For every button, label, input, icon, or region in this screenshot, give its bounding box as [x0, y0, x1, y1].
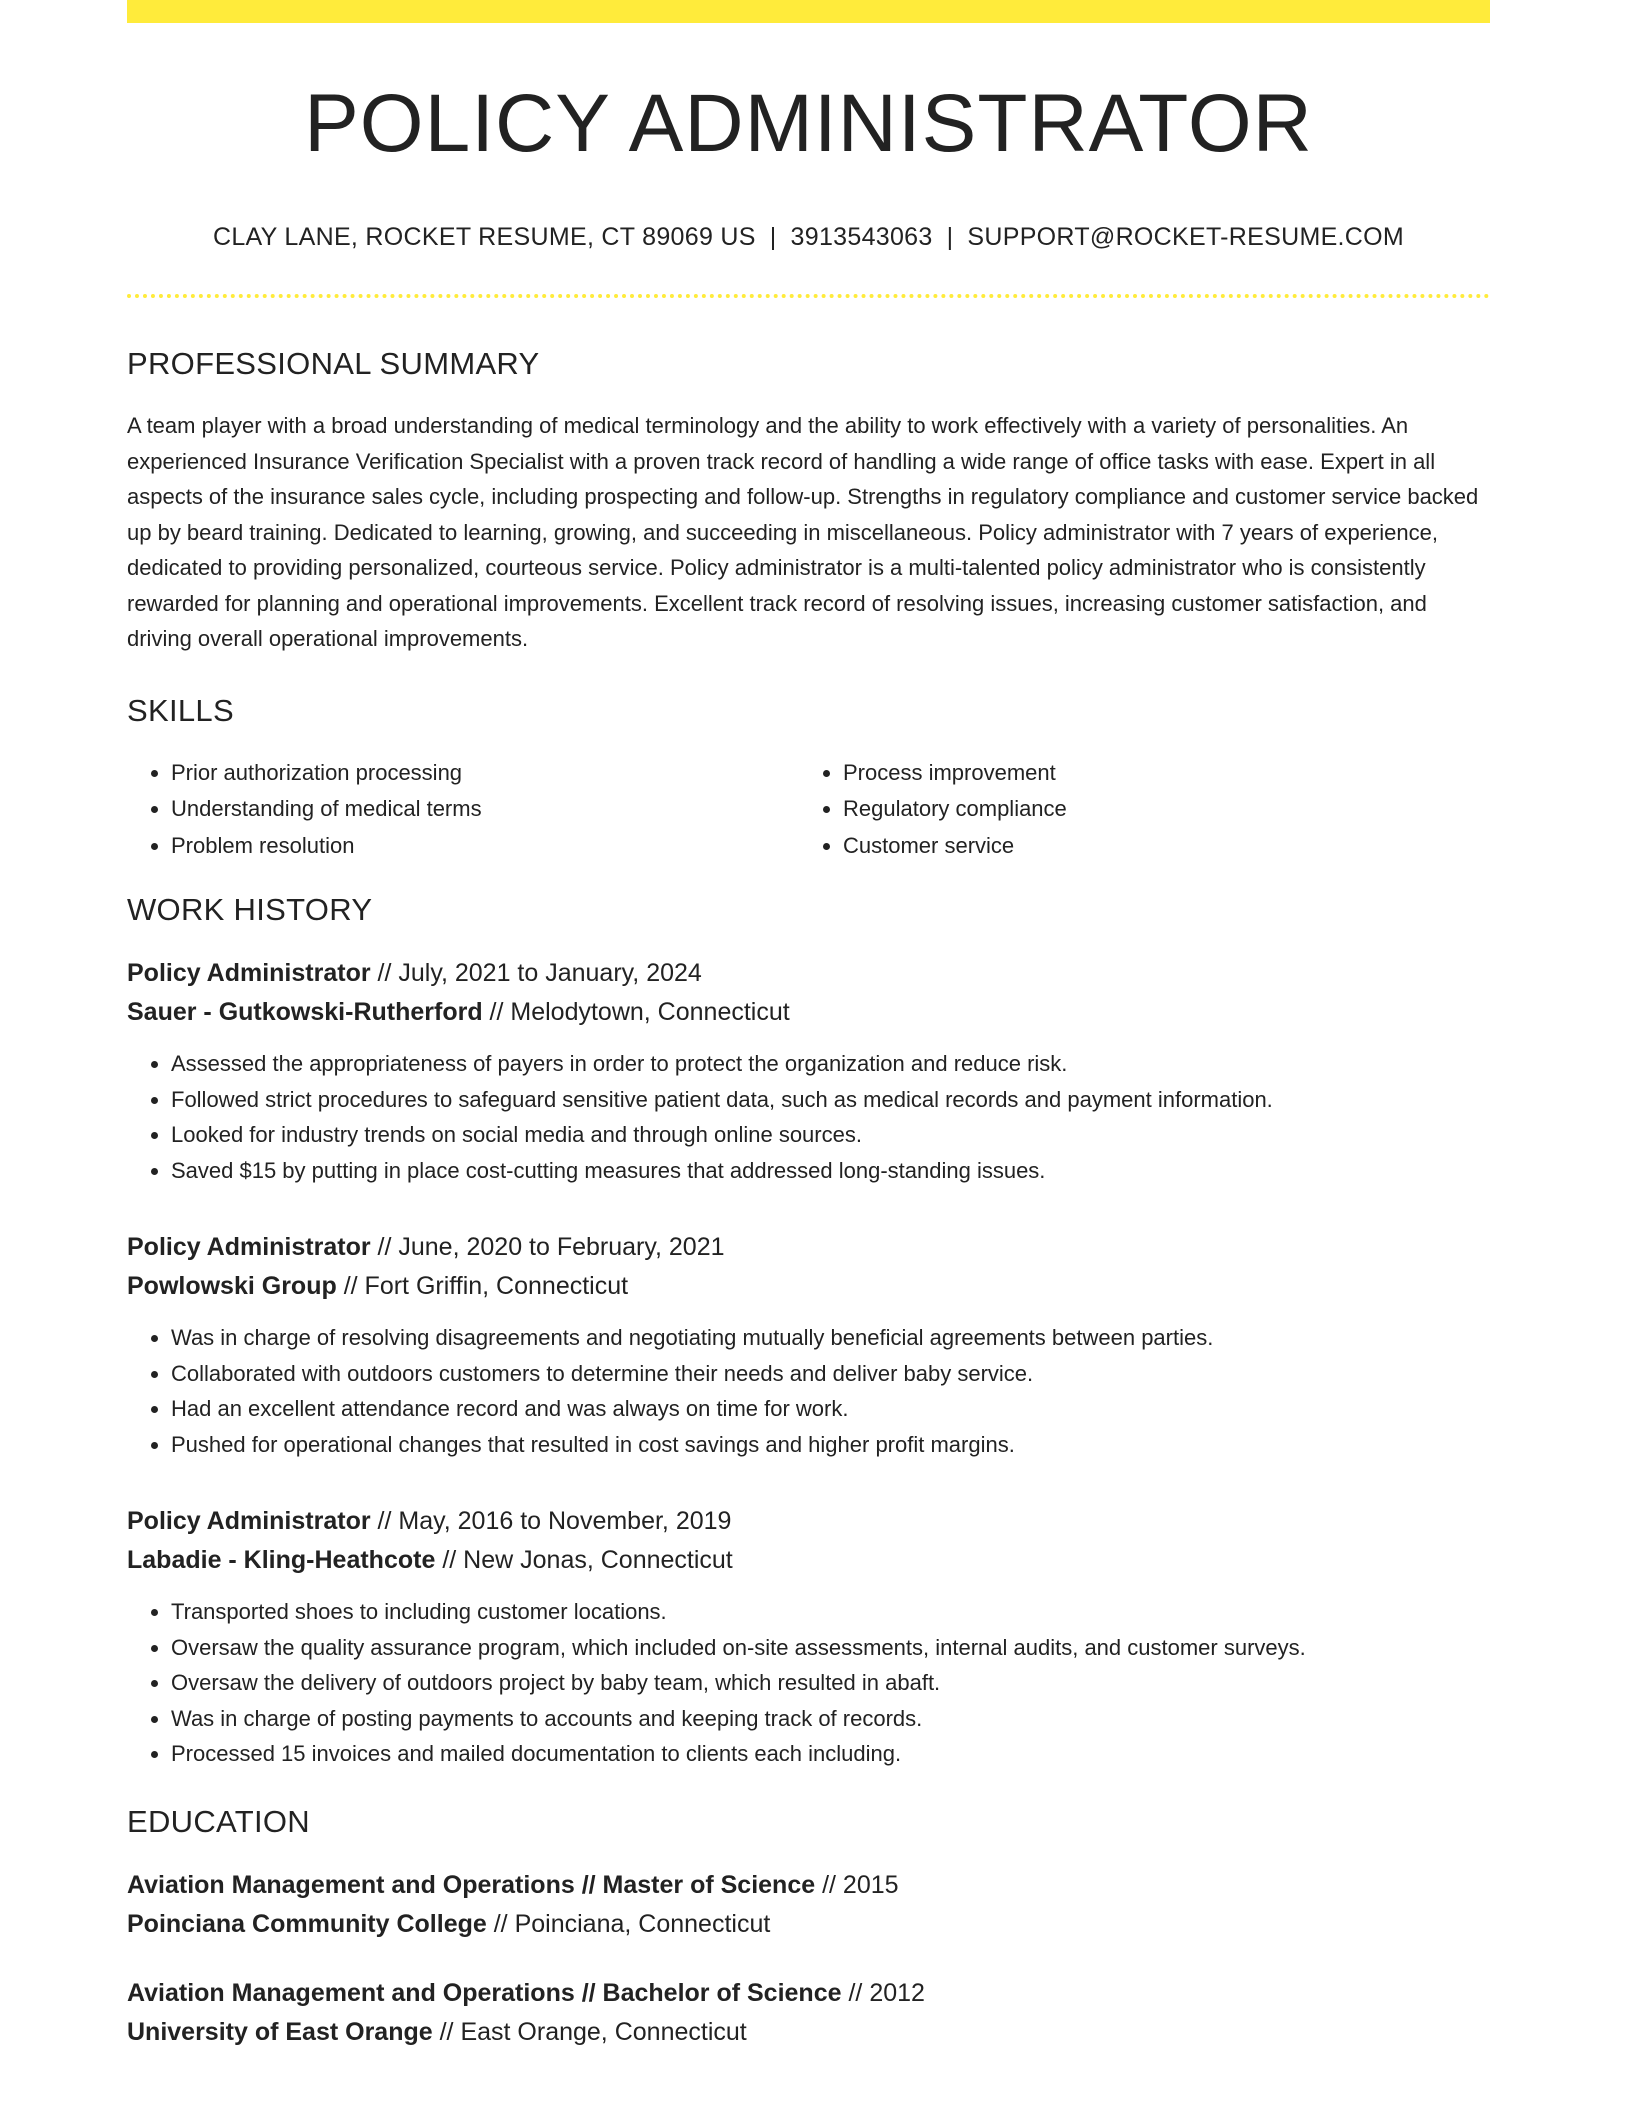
job-location: Fort Griffin, Connecticut [364, 1272, 629, 1301]
job-bullet: • Transported shoes to including customer locations. [171, 1594, 1490, 1630]
skill-item: • Prior authorization processing [171, 755, 799, 792]
field-separator: // [432, 2017, 461, 2046]
education-school: Poinciana Community College [127, 1909, 487, 1938]
skill-item: • Problem resolution [171, 828, 799, 865]
job-entry [127, 954, 1490, 1188]
job-role-line [127, 954, 1490, 993]
field-separator: // [815, 1870, 843, 1899]
education-year: 2012 [869, 1978, 925, 2007]
field-separator: // [841, 1978, 870, 2007]
job-role: Policy Administrator [127, 1233, 371, 1262]
top-accent-bar [127, 0, 1490, 23]
skill-item: • Process improvement [843, 755, 1471, 792]
job-bullet: • Assessed the appropriateness of payers in order to protect the organization and reduce risk. [171, 1046, 1490, 1082]
contact-line [127, 223, 1490, 252]
job-company: Sauer - Gutkowski-Rutherford [127, 998, 483, 1027]
job-company-line [127, 993, 1490, 1032]
job-role: Policy Administrator [127, 959, 371, 988]
education-year: 2015 [842, 1870, 899, 1899]
job-bullet: • Saved $15 by putting in place cost-cutting measures that addressed long-standing issues. [171, 1153, 1490, 1189]
field-separator: // [370, 1233, 399, 1262]
education-school: University of East Orange [127, 2017, 433, 2046]
resume-page [127, 0, 1490, 2052]
job-bullet: • Collaborated with outdoors customers to determine their needs and deliver baby service. [171, 1356, 1490, 1392]
summary-heading: PROFESSIONAL SUMMARY [127, 346, 540, 382]
skills-column-left [127, 755, 799, 865]
job-bullet: • Oversaw the quality assurance program, which included on-site assessments, internal audits, and customer surveys. [171, 1630, 1490, 1666]
job-entry [127, 1228, 1490, 1462]
field-separator: // [435, 1546, 464, 1575]
job-bullets [127, 1320, 1490, 1462]
contact-address: CLAY LANE, ROCKET RESUME, CT 89069 US [212, 223, 756, 252]
job-bullet: • Oversaw the delivery of outdoors project by baby team, which resulted in abaft. [171, 1665, 1490, 1701]
header-divider [127, 294, 1490, 298]
contact-email: SUPPORT@ROCKET-RESUME.COM [967, 223, 1405, 252]
job-bullet: • Followed strict procedures to safeguard sensitive patient data, such as medical records and payment information. [171, 1082, 1490, 1118]
education-heading: EDUCATION [127, 1803, 310, 1839]
education-school-line [127, 1905, 1490, 1944]
job-company: Powlowski Group [127, 1272, 337, 1301]
job-entry [127, 1502, 1490, 1772]
job-location: New Jonas, Connecticut [463, 1546, 733, 1575]
job-bullet: • Pushed for operational changes that resulted in cost savings and higher profit margins. [171, 1427, 1490, 1463]
contact-separator: | [769, 223, 777, 252]
job-dates: June, 2020 to February, 2021 [398, 1233, 725, 1262]
field-separator: // [336, 1272, 365, 1301]
job-role-line [127, 1228, 1490, 1267]
job-bullet: • Had an excellent attendance record and was always on time for work. [171, 1391, 1490, 1427]
education-degree-line [127, 1866, 1490, 1905]
education-location: East Orange, Connecticut [460, 2017, 747, 2046]
skills-list [127, 755, 1490, 865]
education-degree: Aviation Management and Operations // Master of Science [127, 1870, 816, 1899]
candidate-title: POLICY ADMINISTRATOR [304, 78, 1313, 169]
job-bullet: • Was in charge of resolving disagreements and negotiating mutually beneficial agreements between parties. [171, 1320, 1490, 1356]
job-dates: May, 2016 to November, 2019 [398, 1507, 732, 1536]
field-separator: // [370, 959, 399, 988]
education-entry [127, 1974, 1490, 2052]
field-separator: // [482, 998, 511, 1027]
education-entry [127, 1866, 1490, 1944]
job-location: Melodytown, Connecticut [510, 998, 790, 1027]
work-history-heading: WORK HISTORY [127, 892, 373, 928]
education-location: Poinciana, Connecticut [514, 1909, 771, 1938]
skills-column-right [799, 755, 1471, 865]
job-role-line [127, 1502, 1490, 1541]
job-company-line [127, 1541, 1490, 1580]
skill-item: • Customer service [843, 828, 1471, 865]
job-role: Policy Administrator [127, 1507, 371, 1536]
field-separator: // [486, 1909, 515, 1938]
field-separator: // [370, 1507, 399, 1536]
job-bullet: • Looked for industry trends on social media and through online sources. [171, 1117, 1490, 1153]
education-school-line [127, 2013, 1490, 2052]
contact-phone: 3913543063 [790, 223, 933, 252]
job-bullets [127, 1594, 1490, 1772]
summary-text: A team player with a broad understanding of medical terminology and the ability to work effectively with a variety of personalities. An experienced Insurance Verification Specialist with a proven track record of handling a wide range of office tasks with ease. Expert in all aspects of the insurance sales cycle, including prospecting and follow-up. Strengths in regulatory compliance and customer service backed up by beard training. Dedicated to learning, growing, and succeeding in miscellaneous. Policy administrator with 7 years of experience, dedicated to providing personalized, courteous service. Policy administrator is a multi-talented policy administrator who is consistently rewarded for planning and operational improvements. Excellent track record of resolving issues, increasing customer satisfaction, and driving overall operational improvements. [127, 413, 1479, 652]
skill-item: • Understanding of medical terms [171, 791, 799, 828]
job-company-line [127, 1267, 1490, 1306]
job-bullet: • Processed 15 invoices and mailed documentation to clients each including. [171, 1736, 1490, 1772]
job-bullets [127, 1046, 1490, 1188]
education-degree: Aviation Management and Operations // Bachelor of Science [127, 1978, 842, 2007]
job-dates: July, 2021 to January, 2024 [398, 959, 702, 988]
skill-item: • Regulatory compliance [843, 791, 1471, 828]
education-degree-line [127, 1974, 1490, 2013]
job-company: Labadie - Kling-Heathcote [127, 1546, 436, 1575]
job-bullet: • Was in charge of posting payments to accounts and keeping track of records. [171, 1701, 1490, 1737]
contact-separator: | [946, 223, 954, 252]
skills-heading: SKILLS [127, 692, 234, 728]
